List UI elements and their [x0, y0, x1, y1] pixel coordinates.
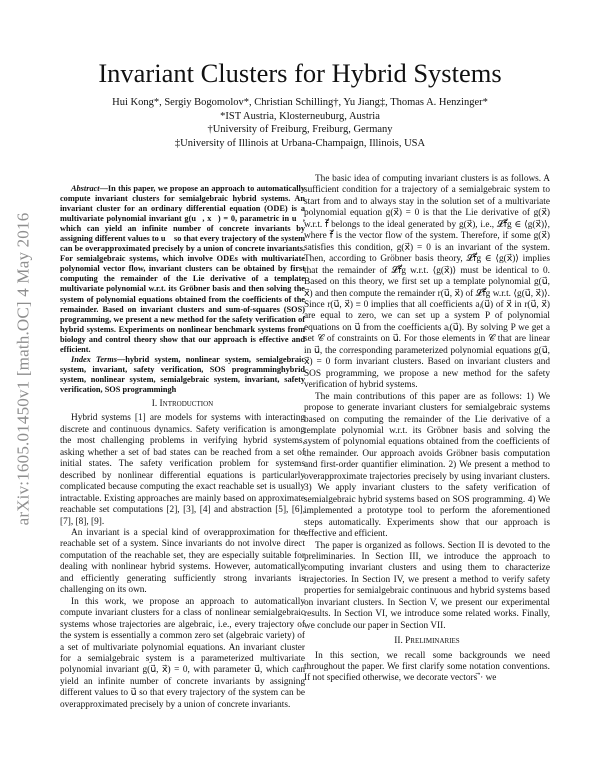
intro-paragraph: An invariant is a special kind of overapproximation for the reachable set of a system. Since invariants do not involve direct computation of the reachable set, they are especially suitable for dealing with nonlinear hybrid systems. However, automatically and efficiently generating sufficiently strong invariants is challenging on its own. [60, 527, 305, 596]
arxiv-sidebar-stamp [6, 176, 40, 562]
index-terms [60, 355, 305, 395]
section-heading-preliminaries: II. Preliminaries [394, 636, 460, 647]
preliminaries-paragraph: In this section, we recall some backgrounds we need throughout the paper. We first clarify some notation conventions. If not specified otherwise, we decorate vectors ⃗· we [304, 650, 550, 684]
author-list: Hui Kong*, Sergiy Bogomolov*, Christian Schilling†, Yu Jiang‡, Thomas A. Henzinger* [112, 97, 488, 108]
index-terms-label: Index Terms [71, 354, 117, 364]
author-block [0, 96, 600, 150]
arxiv-identifier: arXiv:1605.01450v1 [math.OC] 4 May 2016 [13, 212, 33, 526]
right-column [304, 174, 550, 685]
abstract-text: —In this paper, we propose an approach to automatically compute invariant clusters for semialgebraic hybrid systems. An invariant cluster for an ordinary differential equation (ODE) is a multivariate polynomial invariant g(u⃗, x⃗) = 0, parametric in u⃗, which can yield an infinite number of concrete invariants by assigning different values to u⃗ so that every trajectory of the system can be overapproximated precisely by a union of concrete invariants. For semialgebraic systems, which involve ODEs with multivariate polynomial vector flow, invariant clusters can be obtained by first computing the remainder of the Lie derivative of a template multivariate polynomial w.r.t. its Gröbner basis and then solving the system of polynomial equations obtained from the coefficients of the remainder. Based on invariant clusters and sum-of-squares (SOS) programming, we present a new method for the safety verification of hybrid systems. Experiments on nonlinear benchmark systems from biology and control theory show that our approach is effective and efficient. [60, 184, 305, 354]
paper-title: Invariant Clusters for Hybrid Systems [98, 58, 502, 88]
abstract-label: Abstract [71, 184, 100, 193]
affiliation-ist: *IST Austria, Klosterneuburg, Austria [220, 110, 380, 122]
body-paragraph: The main contributions of this paper are as follows: 1) We propose to generate invariant clusters for semialgebraic systems based on computing the remainder of the Lie derivative of a template polynomial w.r.t. its Gröbner basis and solving the system of polynomial equations obtained from the coefficients of the remainder. Our approach avoids Gröbner basis computation and first-order quantifier elimination. 2) We present a method to overapproximate trajectories precisely by using invariant clusters. 3) We apply invariant clusters to the safety verification of semialgebraic hybrid systems based on SOS programming. 4) We implemented a prototype tool to perform the aforementioned steps automatically. Experiments show that our approach is effective and efficient. [304, 391, 550, 540]
affiliation-illinois: ‡University of Illinois at Urbana-Champaign, Illinois, USA [174, 137, 426, 149]
body-paragraph: The basic idea of computing invariant clusters is as follows. A sufficient condition for a trajectory of a semialgebraic system to start from and to always stay in the solution set of a multivariate polynomial equation g(x⃗) = 0 is that the Lie derivative of g(x⃗) w.r.t. f⃗ belongs to the ideal generated by g(x⃗), i.e., 𝓛f⃗g ∈ ⟨g(x⃗)⟩, where f⃗ is the vector flow of the system. Therefore, if some g(x⃗) satisfies this condition, g(x⃗) = 0 is an invariant of the system. Then, according to Gröbner basis theory, 𝓛f⃗g ∈ ⟨g(x⃗)⟩ implies that the remainder of 𝓛f⃗g w.r.t. ⟨g(x⃗)⟩ must be identical to 0. Based on this theory, we first set up a template polynomial g(u⃗, x⃗) and then compute the remainder r(u⃗, x⃗) of 𝓛f⃗g w.r.t. ⟨g(u⃗, x⃗)⟩. Since r(u⃗, x⃗) ≡ 0 implies that all coefficients aᵢ(u⃗) of x⃗ in r(u⃗, x⃗) are equal to zero, we can set up a system P of polynomial equations on u⃗ from the coefficients aᵢ(u⃗). By solving P we get a set 𝒞 of constraints on u⃗. For those elements in 𝒞 that are linear in u⃗, the corresponding parameterized polynomial equations g(u⃗, x⃗) = 0 form invariant clusters. Based on invariant clusters and SOS programming, we propose a new method for the safety verification of hybrid systems. [304, 174, 550, 391]
abstract [60, 184, 305, 355]
index-terms-text: —hybrid system, nonlinear system, semialgebraic system, invariant, safety verification, SOS programminghybrid system, nonlinear system, semialgebraic system, invariant, safety verification, SOS programmingh [60, 354, 305, 394]
left-column [60, 184, 305, 711]
intro-paragraph: In this work, we propose an approach to automatically compute invariant clusters for a class of nonlinear semialgebraic systems whose trajectories are algebraic, i.e., every trajectory of the system is essentially a common zero set (algebraic variety) of a set of multivariate polynomial equations. An invariant cluster for a semialgebraic system is a parameterized multivariate polynomial invariant g(u⃗, x⃗) = 0, with parameter u⃗, which can yield an infinite number of concrete invariants by assigning different values to u⃗ so that every trajectory of the system can be overapproximated precisely by a union of concrete invariants. [60, 596, 305, 710]
intro-paragraph: Hybrid systems [1] are models for systems with interacting discrete and continuous dynamics. Safety verification is among the most challenging problems in verifying hybrid systems, asking whether a set of bad states can be reached from a set of initial states. The safety verification problem for systems described by nonlinear differential equations is particularly complicated because computing the exact reachable set is usually intractable. Existing approaches are mainly based on approximate reachable set computations [2], [3], [4] and abstraction [5], [6], [7], [8], [9]. [60, 413, 305, 527]
section-heading-introduction: I. Introduction [151, 398, 214, 409]
body-paragraph: The paper is organized as follows. Section II is devoted to the preliminaries. In Section III, we introduce the approach to computing invariant clusters and using them to characterize trajectories. In Section IV, we present a method to verify safety properties for semialgebraic continuous and hybrid systems based on invariant clusters. In Section V, we present our experimental results. In Section VI, we introduce some related works. Finally, we conclude our paper in Section VII. [304, 540, 550, 631]
affiliation-freiburg: †University of Freiburg, Freiburg, Germany [207, 124, 393, 135]
